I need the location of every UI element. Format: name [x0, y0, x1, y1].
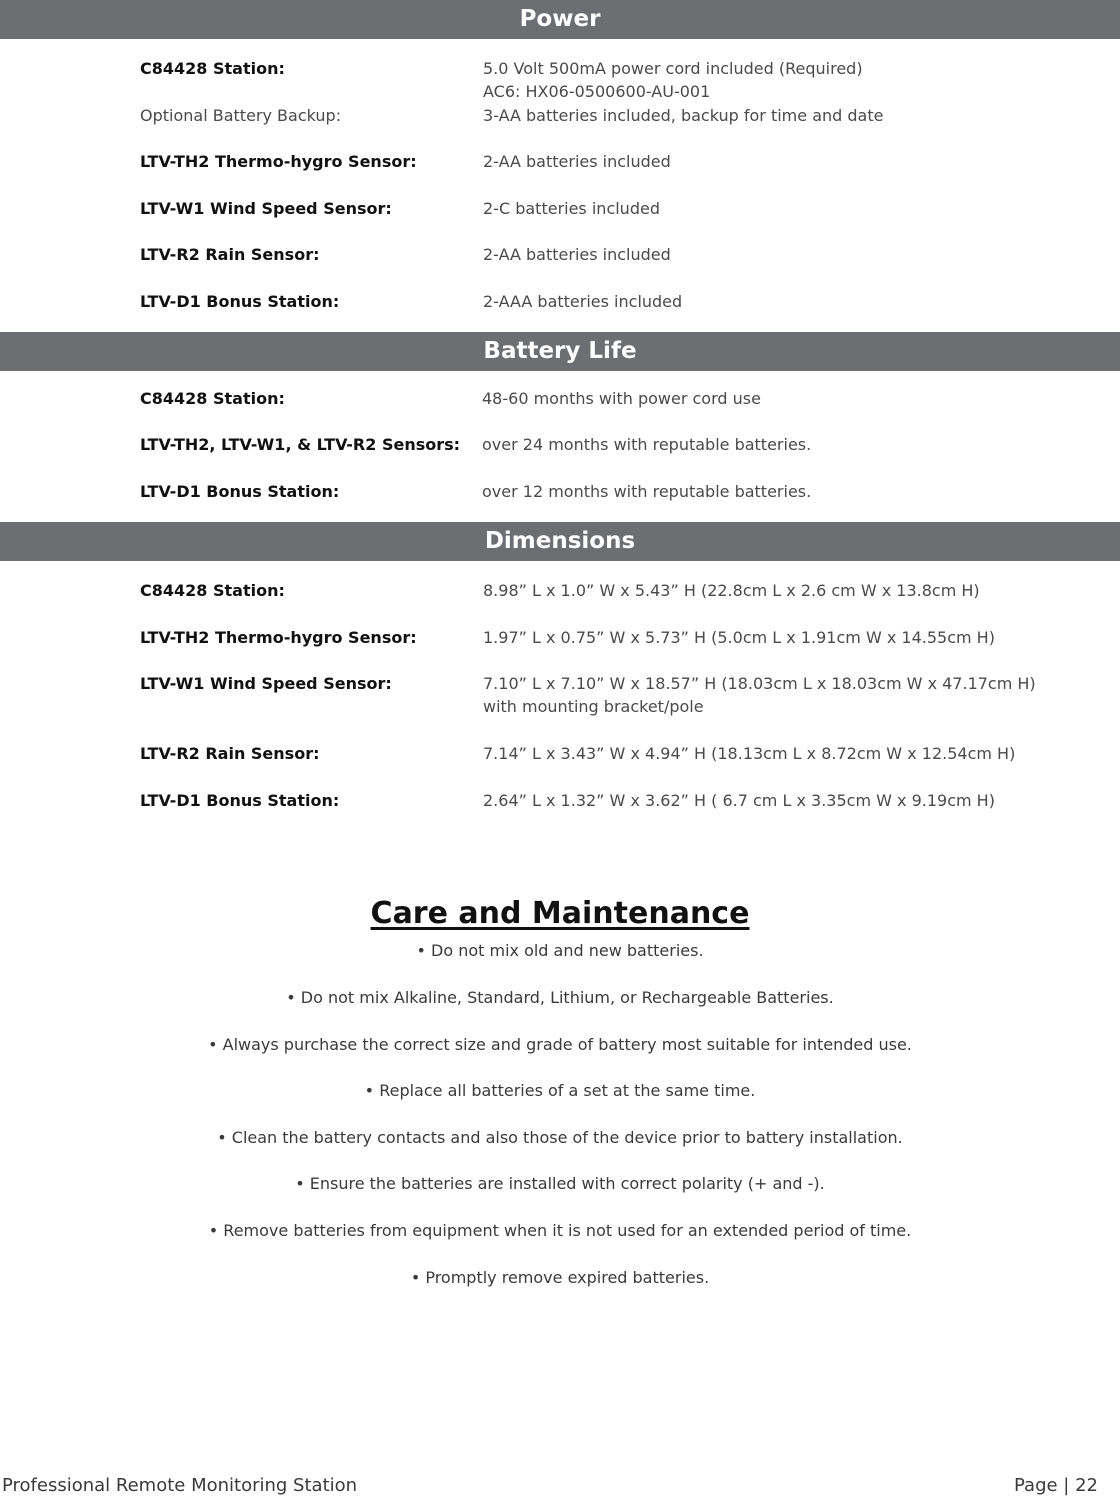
power-value-r2: 2-AA batteries included [483, 245, 671, 264]
footer-page-number: Page | 22 [1014, 1475, 1098, 1496]
dimensions-label-th2: LTV-TH2 Thermo-hygro Sensor: [140, 628, 417, 647]
power-label-d1: LTV-D1 Bonus Station: [140, 292, 340, 311]
care-maintenance-title-text: Care and Maintenance [370, 896, 750, 931]
battery-label-sensors: LTV-TH2, LTV-W1, & LTV-R2 Sensors: [140, 435, 461, 454]
dimensions-value-c84428: 8.98” L x 1.0” W x 5.43” H (22.8cm L x 2.6 cm W x 13.8cm H) [483, 581, 980, 600]
battery-label-c84428: C84428 Station: [140, 389, 285, 408]
dimensions-value-d1: 2.64” L x 1.32” W x 3.62” H ( 6.7 cm L x 3.35cm W x 9.19cm H) [483, 791, 995, 810]
dimensions-value-th2: 1.97” L x 0.75” W x 5.73” H (5.0cm L x 1.91cm W x 14.55cm H) [483, 628, 995, 647]
dimensions-value-w1: 7.10” L x 7.10” W x 18.57” H (18.03cm L x 18.03cm W x 47.17cm H) [483, 674, 1036, 693]
care-bullet: • Do not mix Alkaline, Standard, Lithium, or Rechargeable Batteries. [286, 988, 834, 1007]
dimensions-value-w1-note: with mounting bracket/pole [483, 697, 704, 716]
power-value-th2: 2-AA batteries included [483, 152, 671, 171]
power-section-header: Power [0, 0, 1120, 39]
dimensions-label-d1: LTV-D1 Bonus Station: [140, 791, 340, 810]
power-value-c84428: 5.0 Volt 500mA power cord included (Required) [483, 59, 863, 78]
care-bullet: • Do not mix old and new batteries. [416, 941, 704, 960]
care-maintenance-title [0, 893, 1120, 935]
dimensions-label-r2: LTV-R2 Rain Sensor: [140, 744, 320, 763]
power-label-r2: LTV-R2 Rain Sensor: [140, 245, 320, 264]
care-bullet: • Replace all batteries of a set at the same time. [364, 1081, 756, 1100]
care-bullet: • Remove batteries from equipment when it is not used for an extended period of time. [208, 1221, 912, 1240]
power-value-ac-adapter: AC6: HX06-0500600-AU-001 [483, 82, 711, 101]
power-label-battery-backup: Optional Battery Backup: [140, 106, 342, 125]
battery-value-c84428: 48-60 months with power cord use [482, 389, 761, 408]
dimensions-section-header: Dimensions [0, 522, 1120, 561]
dimensions-value-r2: 7.14” L x 3.43” W x 4.94” H (18.13cm L x 8.72cm W x 12.54cm H) [483, 744, 1016, 763]
power-label-c84428: C84428 Station: [140, 59, 285, 78]
battery-life-section-header: Battery Life [0, 332, 1120, 371]
power-label-w1: LTV-W1 Wind Speed Sensor: [140, 199, 392, 218]
care-bullet: • Promptly remove expired batteries. [410, 1268, 710, 1287]
care-bullet: • Ensure the batteries are installed with correct polarity (+ and -). [295, 1174, 825, 1193]
battery-value-sensors: over 24 months with reputable batteries. [482, 435, 812, 454]
battery-label-d1: LTV-D1 Bonus Station: [140, 482, 340, 501]
care-bullet: • Always purchase the correct size and grade of battery most suitable for intended use. [208, 1035, 912, 1054]
dimensions-label-c84428: C84428 Station: [140, 581, 285, 600]
power-value-d1: 2-AAA batteries included [483, 292, 683, 311]
footer-document-title: Professional Remote Monitoring Station [2, 1475, 358, 1496]
power-value-w1: 2-C batteries included [483, 199, 660, 218]
power-label-th2: LTV-TH2 Thermo-hygro Sensor: [140, 152, 417, 171]
dimensions-label-w1: LTV-W1 Wind Speed Sensor: [140, 674, 392, 693]
care-bullet: • Clean the battery contacts and also those of the device prior to battery installation. [217, 1128, 903, 1147]
battery-value-d1: over 12 months with reputable batteries. [482, 482, 812, 501]
power-value-battery-backup: 3-AA batteries included, backup for time and date [483, 106, 884, 125]
